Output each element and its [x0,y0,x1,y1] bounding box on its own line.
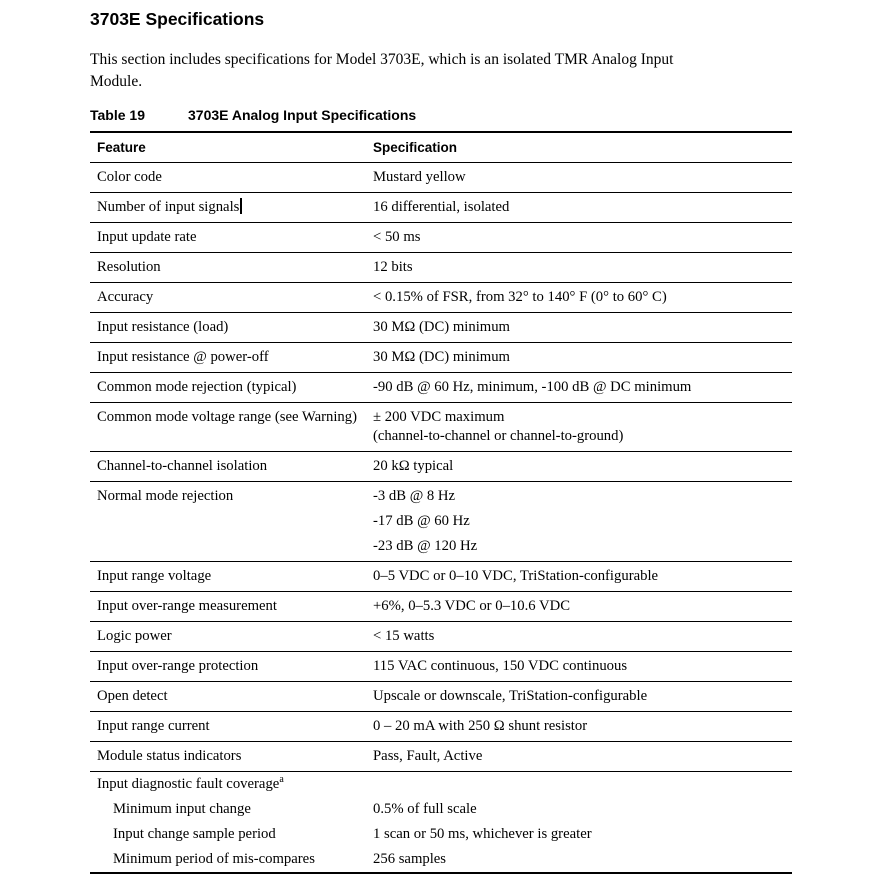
specification-line: -3 dB @ 8 Hz [373,488,456,504]
feature-cell [90,592,366,622]
specification-line: Pass, Fault, Active [373,748,483,764]
feature-label: Normal mode rejection [97,488,234,504]
feature-label: Input over-range measurement [97,598,277,614]
specification-cell [366,403,792,452]
text-cursor [240,198,242,214]
column-header-feature: Feature [90,132,366,163]
table-row [90,652,792,682]
table-row [90,772,792,798]
specification-cell [366,452,792,482]
table-row [90,193,792,223]
specification-cell [366,712,792,742]
specification-line: (channel-to-channel or channel-to-ground) [373,428,624,444]
spec-table [90,131,792,874]
feature-label: Common mode rejection (typical) [97,379,297,395]
specification-cell [366,592,792,622]
specification-line: -17 dB @ 60 Hz [373,513,470,529]
feature-label: Color code [97,169,162,185]
feature-label: Accuracy [97,289,154,305]
specification-line: 0 – 20 mA with 250 Ω shunt resistor [373,718,588,734]
feature-cell [90,772,366,798]
specification-line: 16 differential, isolated [373,199,510,215]
specification-line: ± 200 VDC maximum [373,409,505,425]
specification-line: -23 dB @ 120 Hz [373,538,478,554]
table-row [90,562,792,592]
specification-line: < 0.15% of FSR, from 32° to 140° F (0° to 60° C) [373,289,667,305]
table-caption-label: Table 19 [90,107,145,123]
feature-cell [90,373,366,403]
specification-line: 256 samples [373,851,447,867]
feature-cell [90,313,366,343]
specification-cell [366,373,792,403]
table-row [90,622,792,652]
table-row [90,163,792,193]
feature-label: Input update rate [97,229,197,245]
specification-cell [366,652,792,682]
specification-cell [366,313,792,343]
specification-cell [366,742,792,772]
table-subrow [90,822,792,847]
feature-label: Input diagnostic fault coverage [97,776,280,792]
specification-line: 115 VAC continuous, 150 VDC continuous [373,658,628,674]
feature-label: Common mode voltage range (see Warning) [97,409,357,425]
feature-label: Input resistance @ power-off [97,349,269,365]
specification-line: 1 scan or 50 ms, whichever is greater [373,826,592,842]
feature-cell [90,622,366,652]
table-row [90,482,792,562]
specification-cell [366,562,792,592]
specification-line: 30 MΩ (DC) minimum [373,349,510,365]
feature-label: Minimum period of mis-compares [113,851,315,867]
feature-label: Input change sample period [113,826,276,842]
specification-line: 20 kΩ typical [373,458,454,474]
table-header-row [90,132,792,163]
feature-label: Input resistance (load) [97,319,229,335]
feature-cell [90,253,366,283]
table-row [90,373,792,403]
intro-line-2: Module. [90,73,143,90]
feature-cell [90,283,366,313]
table-row [90,682,792,712]
specification-cell [366,482,792,562]
feature-cell [90,822,366,847]
specification-cell [366,772,792,798]
table-row [90,223,792,253]
feature-label: Minimum input change [113,801,251,817]
feature-label: Input range current [97,718,210,734]
specification-cell [366,283,792,313]
footnote-marker: a [279,774,284,786]
feature-cell [90,562,366,592]
feature-cell [90,223,366,253]
table-subrow [90,797,792,822]
feature-cell [90,652,366,682]
feature-cell [90,403,366,452]
specification-cell [366,682,792,712]
specification-line: 0.5% of full scale [373,801,477,817]
specification-line: +6%, 0–5.3 VDC or 0–10.6 VDC [373,598,571,614]
table-row [90,592,792,622]
table-row [90,253,792,283]
page-title: 3703E Specifications [90,9,265,29]
intro-paragraph [90,49,800,93]
specification-line: Mustard yellow [373,169,466,185]
feature-cell [90,682,366,712]
table-row [90,712,792,742]
spec-table-body [90,163,792,874]
table-row [90,403,792,452]
specification-cell [366,797,792,822]
specification-line: Upscale or downscale, TriStation-configurable [373,688,648,704]
table-row [90,343,792,373]
feature-cell [90,482,366,562]
feature-label: Logic power [97,628,172,644]
table-row [90,313,792,343]
column-header-specification: Specification [366,132,792,163]
specification-line: 12 bits [373,259,413,275]
table-caption [90,107,881,124]
specification-cell [366,622,792,652]
specification-line: < 15 watts [373,628,435,644]
feature-label: Resolution [97,259,161,275]
feature-label: Open detect [97,688,168,704]
feature-label: Input over-range protection [97,658,259,674]
specification-cell [366,193,792,223]
feature-cell [90,163,366,193]
feature-label: Channel-to-channel isolation [97,458,268,474]
specification-line: < 50 ms [373,229,421,245]
feature-cell [90,797,366,822]
feature-cell [90,847,366,873]
table-subrow [90,847,792,873]
specification-cell [366,253,792,283]
intro-line-1: This section includes specifications for Model 3703E, which is an isolated TMR Analog Input [90,51,674,68]
feature-cell [90,742,366,772]
specification-line: 0–5 VDC or 0–10 VDC, TriStation-configurable [373,568,659,584]
feature-label: Input range voltage [97,568,212,584]
specification-cell [366,163,792,193]
table-row [90,742,792,772]
specification-cell [366,223,792,253]
feature-label: Number of input signals [97,199,240,215]
table-caption-title: 3703E Analog Input Specifications [188,107,417,123]
specification-cell [366,343,792,373]
specification-cell [366,822,792,847]
table-row [90,283,792,313]
specification-line: 30 MΩ (DC) minimum [373,319,510,335]
specification-cell [366,847,792,873]
feature-cell [90,193,366,223]
feature-cell [90,712,366,742]
feature-cell [90,343,366,373]
feature-label: Module status indicators [97,748,242,764]
specification-line: -90 dB @ 60 Hz, minimum, -100 dB @ DC minimum [373,379,692,395]
table-row [90,452,792,482]
feature-cell [90,452,366,482]
